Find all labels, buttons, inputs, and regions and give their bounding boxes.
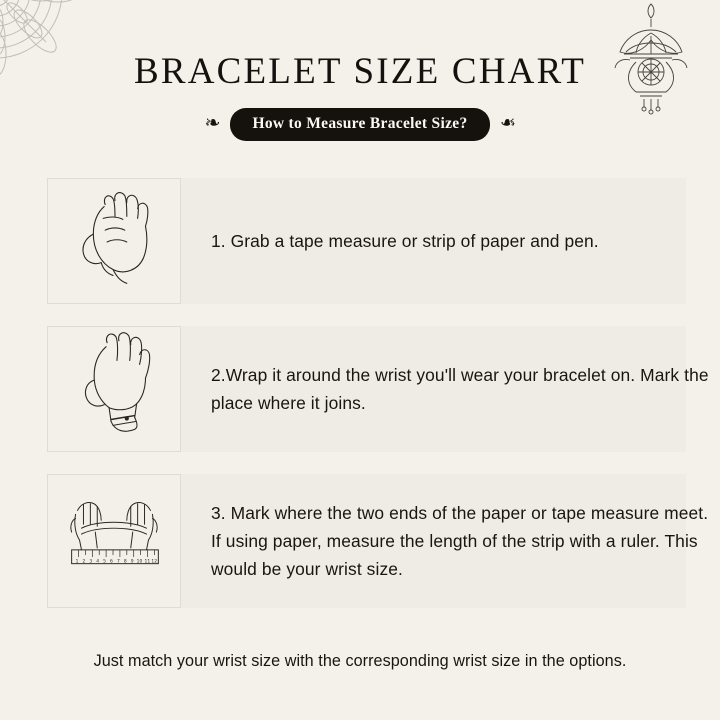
step-text: 2.Wrap it around the wrist you'll wear your bracelet on. Mark the place where it joins.	[211, 364, 709, 413]
svg-text:7: 7	[116, 559, 120, 565]
footer-note: Just match your wrist size with the corresponding wrist size in the options.	[93, 652, 627, 670]
flourish-right-icon: ❧	[499, 112, 516, 134]
svg-text:2: 2	[82, 559, 86, 565]
page-title: BRACELET SIZE CHART	[133, 51, 587, 92]
svg-text:5: 5	[103, 559, 106, 565]
svg-text:3: 3	[89, 559, 93, 565]
subtitle-badge: How to Measure Bracelet Size?	[230, 108, 489, 141]
svg-text:10: 10	[136, 559, 143, 565]
svg-text:12: 12	[151, 559, 158, 565]
steps-list	[0, 178, 720, 630]
svg-text:4: 4	[96, 559, 100, 565]
list-item	[0, 474, 720, 608]
flourish-left-icon: ❧	[204, 112, 221, 134]
hand-with-tape-around-wrist-illustration	[47, 326, 181, 452]
list-item	[0, 178, 720, 304]
hands-measuring-paper-strip-with-ruler-illustration	[47, 474, 181, 608]
closed-fist-hand-illustration	[47, 178, 181, 304]
step-text: 1. Grab a tape measure or strip of paper and pen.	[211, 230, 599, 251]
svg-text:9: 9	[130, 559, 134, 565]
svg-text:1: 1	[75, 559, 79, 565]
subtitle-row	[0, 108, 720, 141]
svg-text:6: 6	[110, 559, 113, 565]
step-text: 3. Mark where the two ends of the paper or tape measure meet. If using paper, measure the length of the strip with a ruler. This would be your wrist size.	[211, 502, 709, 580]
svg-text:11: 11	[144, 559, 151, 565]
svg-text:8: 8	[123, 559, 127, 565]
list-item	[0, 326, 720, 452]
